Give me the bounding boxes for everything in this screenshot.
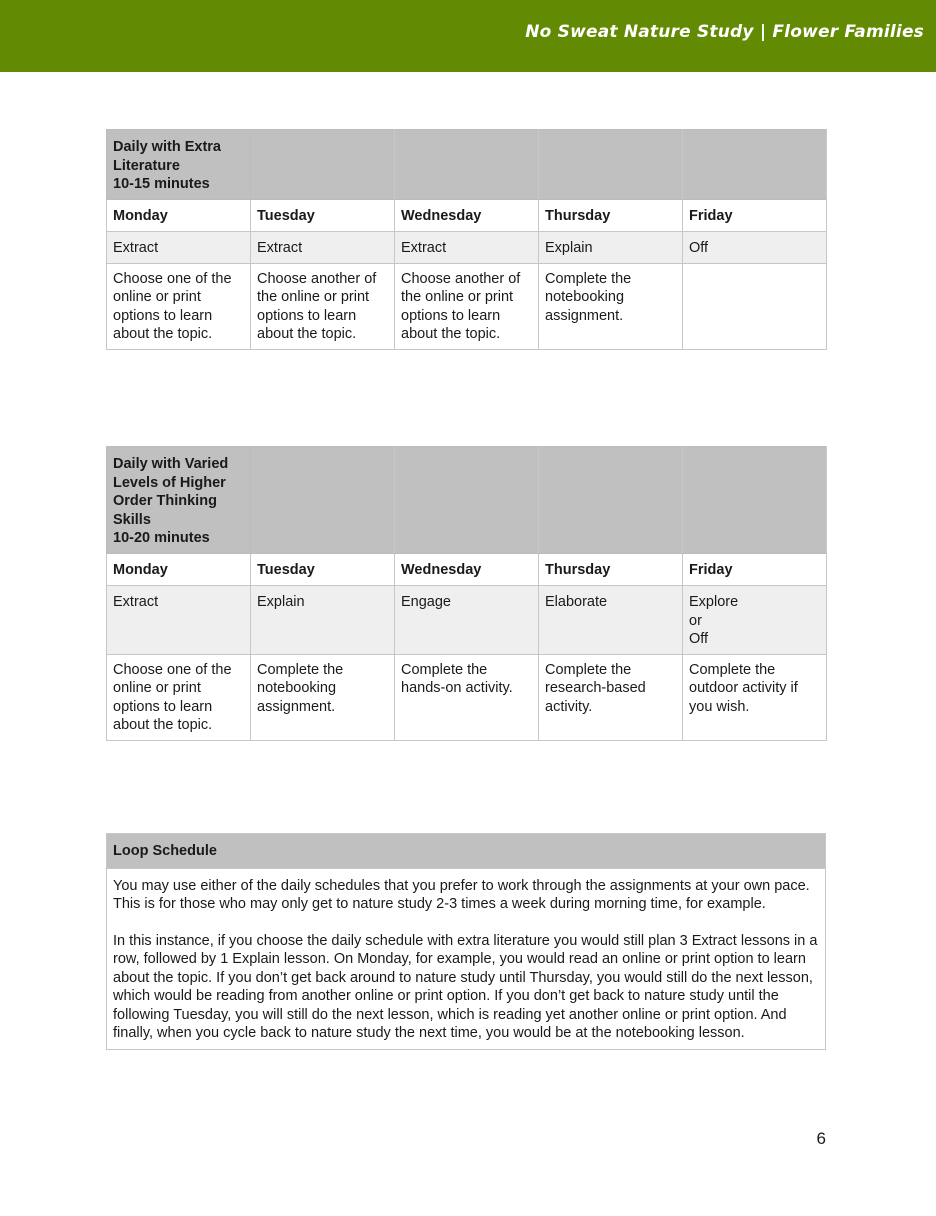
lesson-description-cell: Complete the research-based activity. xyxy=(539,654,683,740)
table-type-row xyxy=(107,232,827,264)
header-bar xyxy=(0,0,936,72)
schedule-table-extra-literature xyxy=(106,129,827,350)
table-title: Daily with Extra Literature 10-15 minutes xyxy=(107,130,251,200)
day-header-tuesday: Tuesday xyxy=(251,553,395,586)
lesson-type-cell: Extract xyxy=(107,232,251,264)
lesson-description-cell: Choose one of the online or print options to learn about the topic. xyxy=(107,263,251,349)
day-header-monday: Monday xyxy=(107,553,251,586)
lesson-description-cell: Complete the outdoor activity if you wish. xyxy=(683,654,827,740)
table-title: Daily with Varied Levels of Higher Order Thinking Skills 10-20 minutes xyxy=(107,447,251,554)
day-header-thursday: Thursday xyxy=(539,199,683,232)
table-description-row xyxy=(107,654,827,740)
table-days-row xyxy=(107,553,827,586)
lesson-type-cell: Extract xyxy=(395,232,539,264)
lesson-description-cell: Choose another of the online or print options to learn about the topic. xyxy=(395,263,539,349)
loop-schedule-body xyxy=(107,868,826,1049)
loop-paragraph: In this instance, if you choose the daily schedule with extra literature you would still plan 3 Extract lessons in a row, followed by 1 Explain lesson. On Monday, for example, you would read an online or print option to learn about the topic. If you don’t get back around to nature study until Thursday, you would still do the next lesson, which would be reading from another online or print option. If you don’t get back to nature study until the following Tuesday, you will still do the next lesson, which is reading yet another online or print option. And finally, when you cycle back to nature study the next time, you would be at the notebooking lesson. xyxy=(113,932,818,1041)
day-header-wednesday: Wednesday xyxy=(395,199,539,232)
lesson-type-cell: Explore or Off xyxy=(683,586,827,655)
day-header-monday: Monday xyxy=(107,199,251,232)
lesson-description-cell: Choose one of the online or print options to learn about the topic. xyxy=(107,654,251,740)
lesson-type-cell: Extract xyxy=(107,586,251,655)
lesson-description-cell: Complete the notebooking assignment. xyxy=(251,654,395,740)
header-title: No Sweat Nature Study | Flower Families xyxy=(525,22,924,42)
lesson-description-cell: Choose another of the online or print options to learn about the topic. xyxy=(251,263,395,349)
lesson-type-cell: Off xyxy=(683,232,827,264)
day-header-friday: Friday xyxy=(683,199,827,232)
lesson-description-cell: Complete the hands-on activity. xyxy=(395,654,539,740)
lesson-description-cell xyxy=(683,263,827,349)
table-days-row xyxy=(107,199,827,232)
lesson-type-cell: Elaborate xyxy=(539,586,683,655)
table-title-row xyxy=(107,130,827,200)
day-header-friday: Friday xyxy=(683,553,827,586)
schedule-table-higher-order-thinking xyxy=(106,446,827,741)
table-description-row xyxy=(107,263,827,349)
day-header-wednesday: Wednesday xyxy=(395,553,539,586)
day-header-thursday: Thursday xyxy=(539,553,683,586)
loop-paragraph: You may use either of the daily schedules that you prefer to work through the assignments at your own pace. This is for those who may only get to nature study 2-3 times a week during morning time, for example. xyxy=(113,877,810,912)
lesson-type-cell: Engage xyxy=(395,586,539,655)
table-title-row xyxy=(107,447,827,554)
loop-schedule-title: Loop Schedule xyxy=(107,834,826,869)
lesson-description-cell: Complete the notebooking assignment. xyxy=(539,263,683,349)
page-number: 6 xyxy=(816,1129,826,1148)
lesson-type-cell: Extract xyxy=(251,232,395,264)
loop-schedule-table xyxy=(106,833,826,1050)
table-type-row xyxy=(107,586,827,655)
lesson-type-cell: Explain xyxy=(251,586,395,655)
day-header-tuesday: Tuesday xyxy=(251,199,395,232)
lesson-type-cell: Explain xyxy=(539,232,683,264)
